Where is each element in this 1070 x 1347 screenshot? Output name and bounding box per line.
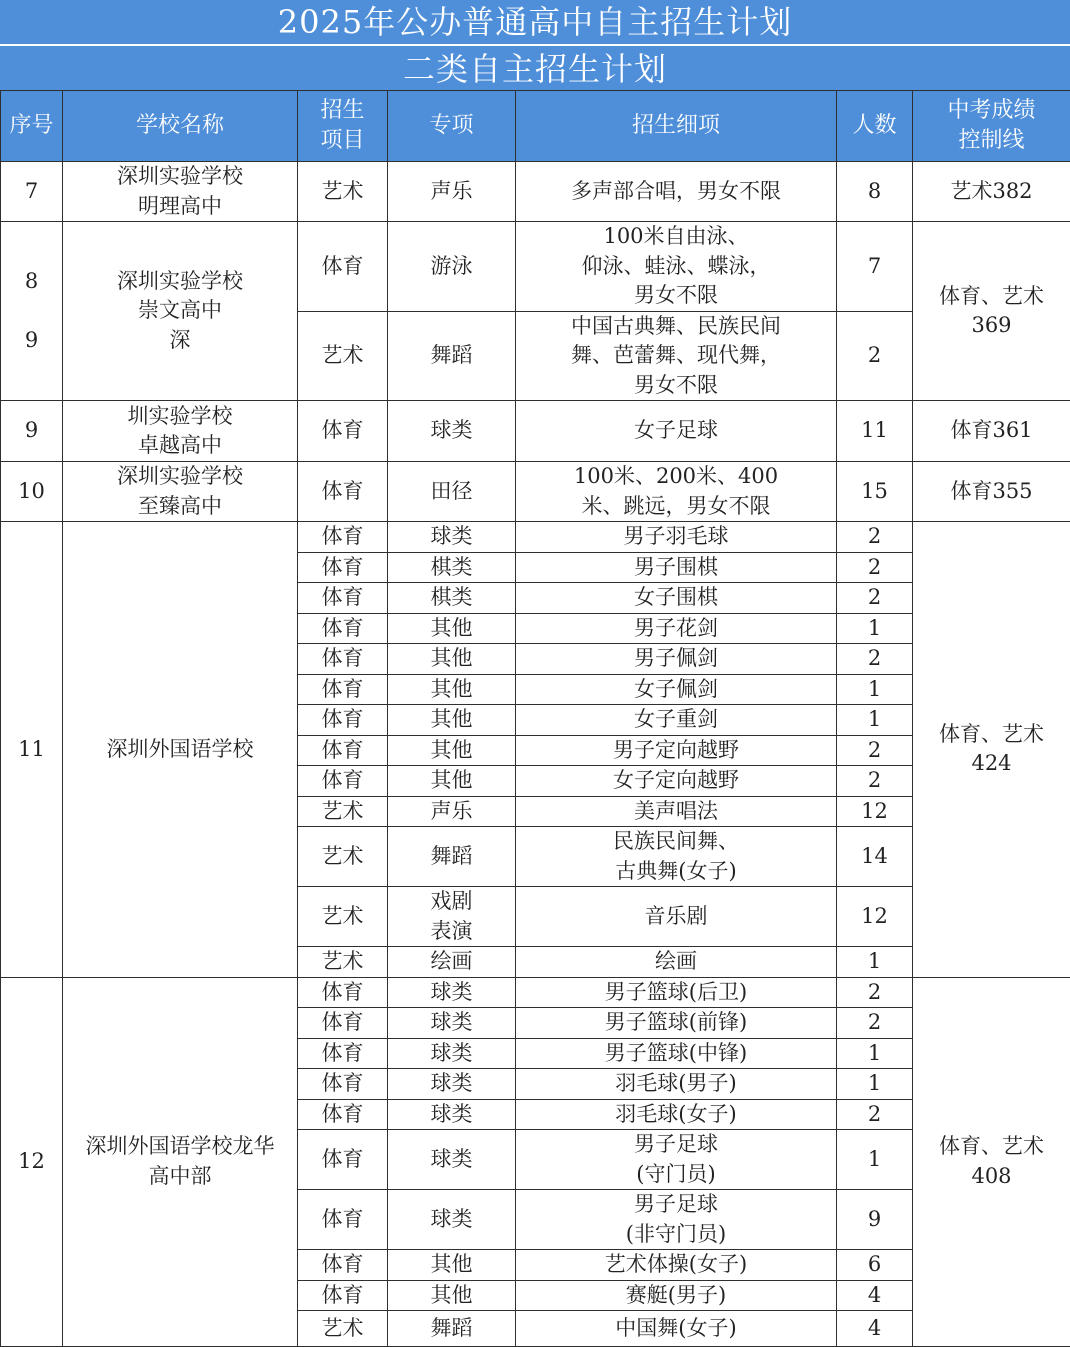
header-specialty: 专项 — [388, 91, 516, 162]
detail-cell: 女子足球 — [516, 401, 837, 462]
school-11-rows — [1, 522, 1070, 978]
category-cell: 体育 — [298, 613, 388, 644]
category-cell: 体育 — [298, 766, 388, 797]
count-cell: 1 — [837, 613, 913, 644]
detail-cell: 100米自由泳、 仰泳、蛙泳、蝶泳， 男女不限 — [516, 222, 837, 312]
specialty-cell: 球类 — [388, 522, 516, 553]
count-cell: 2 — [837, 766, 913, 797]
seq-cell: 9 — [1, 401, 63, 462]
detail-cell: 女子定向越野 — [516, 766, 837, 797]
specialty-cell: 球类 — [388, 1190, 516, 1250]
score-line-cell: 体育、艺术 408 — [913, 977, 1070, 1347]
category-cell: 艺术 — [298, 1311, 388, 1347]
count-cell: 11 — [837, 401, 913, 462]
count-cell: 14 — [837, 827, 913, 887]
seq-cell: 11 — [1, 522, 63, 978]
detail-cell: 女子围棋 — [516, 583, 837, 614]
count-cell: 8 — [837, 162, 913, 222]
category-cell: 体育 — [298, 1190, 388, 1250]
school-name-cell: 深圳外国语学校龙华 高中部 — [63, 977, 298, 1347]
header-count: 人数 — [837, 91, 913, 162]
school-name-cell: 深圳实验学校 明理高中 — [63, 162, 298, 222]
category-cell: 艺术 — [298, 827, 388, 887]
category-cell: 艺术 — [298, 887, 388, 947]
specialty-cell: 声乐 — [388, 796, 516, 827]
detail-cell: 音乐剧 — [516, 887, 837, 947]
count-cell: 9 — [837, 1190, 913, 1250]
school-name-cell: 圳实验学校 卓越高中 — [63, 401, 298, 462]
table-row — [1, 222, 1070, 312]
count-cell: 1 — [837, 1069, 913, 1100]
category-cell: 体育 — [298, 977, 388, 1008]
count-cell: 12 — [837, 796, 913, 827]
score-line-cell: 体育355 — [913, 462, 1070, 522]
detail-cell: 男子篮球(后卫) — [516, 977, 837, 1008]
school-name-cell: 深圳外国语学校 — [63, 522, 298, 978]
category-cell: 体育 — [298, 1099, 388, 1130]
header-school: 学校名称 — [63, 91, 298, 162]
specialty-cell: 球类 — [388, 1069, 516, 1100]
category-cell: 体育 — [298, 1250, 388, 1281]
seq-cell: 10 — [1, 462, 63, 522]
specialty-cell: 其他 — [388, 644, 516, 675]
count-cell: 15 — [837, 462, 913, 522]
count-cell: 4 — [837, 1311, 913, 1347]
enrollment-plan-table — [0, 90, 1070, 1347]
count-cell: 2 — [837, 735, 913, 766]
detail-cell: 100米、200米、400 米、跳远，男女不限 — [516, 462, 837, 522]
specialty-cell: 其他 — [388, 613, 516, 644]
category-cell: 体育 — [298, 644, 388, 675]
specialty-cell: 声乐 — [388, 162, 516, 222]
category-cell: 体育 — [298, 222, 388, 312]
detail-cell: 男子定向越野 — [516, 735, 837, 766]
category-cell: 体育 — [298, 552, 388, 583]
specialty-cell: 其他 — [388, 766, 516, 797]
seq-cell: 8 9 — [1, 222, 63, 401]
page-title: 2025年公办普通高中自主招生计划 — [0, 0, 1070, 46]
count-cell: 1 — [837, 705, 913, 736]
specialty-cell: 游泳 — [388, 222, 516, 312]
category-cell: 体育 — [298, 1008, 388, 1039]
specialty-cell: 球类 — [388, 1038, 516, 1069]
detail-cell: 中国古典舞、民族民间 舞、芭蕾舞、现代舞， 男女不限 — [516, 311, 837, 401]
page-subtitle: 二类自主招生计划 — [0, 46, 1070, 90]
specialty-cell: 其他 — [388, 674, 516, 705]
header-detail: 招生细项 — [516, 91, 837, 162]
category-cell: 艺术 — [298, 162, 388, 222]
count-cell: 7 — [837, 222, 913, 312]
header-row — [1, 91, 1070, 162]
category-cell: 体育 — [298, 522, 388, 553]
specialty-cell: 舞蹈 — [388, 1311, 516, 1347]
school-name-cell: 深圳实验学校 崇文高中 深 — [63, 222, 298, 401]
count-cell: 12 — [837, 887, 913, 947]
specialty-cell: 棋类 — [388, 583, 516, 614]
category-cell: 体育 — [298, 1130, 388, 1190]
specialty-cell: 绘画 — [388, 947, 516, 978]
category-cell: 体育 — [298, 1069, 388, 1100]
school-name-cell: 深圳实验学校 至臻高中 — [63, 462, 298, 522]
detail-cell: 羽毛球(男子) — [516, 1069, 837, 1100]
specialty-cell: 其他 — [388, 705, 516, 736]
detail-cell: 男子足球 (守门员) — [516, 1130, 837, 1190]
table-row — [1, 462, 1070, 522]
detail-cell: 男子佩剑 — [516, 644, 837, 675]
table-row — [1, 522, 1070, 553]
score-line-cell: 体育、艺术 424 — [913, 522, 1070, 978]
header-score-line: 中考成绩 控制线 — [913, 91, 1070, 162]
category-cell: 体育 — [298, 401, 388, 462]
specialty-cell: 戏剧 表演 — [388, 887, 516, 947]
count-cell: 2 — [837, 1099, 913, 1130]
detail-cell: 赛艇(男子) — [516, 1280, 837, 1311]
table-row — [1, 401, 1070, 462]
specialty-cell: 其他 — [388, 1250, 516, 1281]
detail-cell: 民族民间舞、 古典舞(女子) — [516, 827, 837, 887]
category-cell: 艺术 — [298, 947, 388, 978]
count-cell: 2 — [837, 311, 913, 401]
count-cell: 2 — [837, 583, 913, 614]
specialty-cell: 田径 — [388, 462, 516, 522]
count-cell: 2 — [837, 644, 913, 675]
detail-cell: 男子羽毛球 — [516, 522, 837, 553]
detail-cell: 女子重剑 — [516, 705, 837, 736]
count-cell: 1 — [837, 674, 913, 705]
table-row — [1, 977, 1070, 1008]
header-category: 招生 项目 — [298, 91, 388, 162]
specialty-cell: 球类 — [388, 977, 516, 1008]
score-line-cell: 艺术382 — [913, 162, 1070, 222]
specialty-cell: 球类 — [388, 401, 516, 462]
category-cell: 体育 — [298, 735, 388, 766]
count-cell: 1 — [837, 1038, 913, 1069]
score-line-cell: 体育361 — [913, 401, 1070, 462]
category-cell: 艺术 — [298, 311, 388, 401]
specialty-cell: 棋类 — [388, 552, 516, 583]
category-cell: 体育 — [298, 1038, 388, 1069]
category-cell: 艺术 — [298, 796, 388, 827]
specialty-cell: 球类 — [388, 1130, 516, 1190]
category-cell: 体育 — [298, 1280, 388, 1311]
count-cell: 2 — [837, 552, 913, 583]
count-cell: 6 — [837, 1250, 913, 1281]
specialty-cell: 舞蹈 — [388, 311, 516, 401]
header-seq: 序号 — [1, 91, 63, 162]
detail-cell: 男子篮球(中锋) — [516, 1038, 837, 1069]
table-row — [1, 162, 1070, 222]
count-cell: 4 — [837, 1280, 913, 1311]
category-cell: 体育 — [298, 462, 388, 522]
count-cell: 2 — [837, 977, 913, 1008]
count-cell: 2 — [837, 522, 913, 553]
detail-cell: 男子篮球(前锋) — [516, 1008, 837, 1039]
specialty-cell: 其他 — [388, 735, 516, 766]
specialty-cell: 舞蹈 — [388, 827, 516, 887]
detail-cell: 羽毛球(女子) — [516, 1099, 837, 1130]
detail-cell: 男子围棋 — [516, 552, 837, 583]
specialty-cell: 球类 — [388, 1008, 516, 1039]
count-cell: 2 — [837, 1008, 913, 1039]
specialty-cell: 球类 — [388, 1099, 516, 1130]
category-cell: 体育 — [298, 583, 388, 614]
seq-cell: 7 — [1, 162, 63, 222]
detail-cell: 美声唱法 — [516, 796, 837, 827]
detail-cell: 艺术体操(女子) — [516, 1250, 837, 1281]
count-cell: 1 — [837, 947, 913, 978]
detail-cell: 女子佩剑 — [516, 674, 837, 705]
detail-cell: 男子花剑 — [516, 613, 837, 644]
school-12-rows — [1, 977, 1070, 1347]
seq-cell: 12 — [1, 977, 63, 1347]
specialty-cell: 其他 — [388, 1280, 516, 1311]
detail-cell: 多声部合唱，男女不限 — [516, 162, 837, 222]
category-cell: 体育 — [298, 674, 388, 705]
count-cell: 1 — [837, 1130, 913, 1190]
score-line-cell: 体育、艺术 369 — [913, 222, 1070, 401]
detail-cell: 绘画 — [516, 947, 837, 978]
detail-cell: 中国舞(女子) — [516, 1311, 837, 1347]
detail-cell: 男子足球 (非守门员) — [516, 1190, 837, 1250]
category-cell: 体育 — [298, 705, 388, 736]
